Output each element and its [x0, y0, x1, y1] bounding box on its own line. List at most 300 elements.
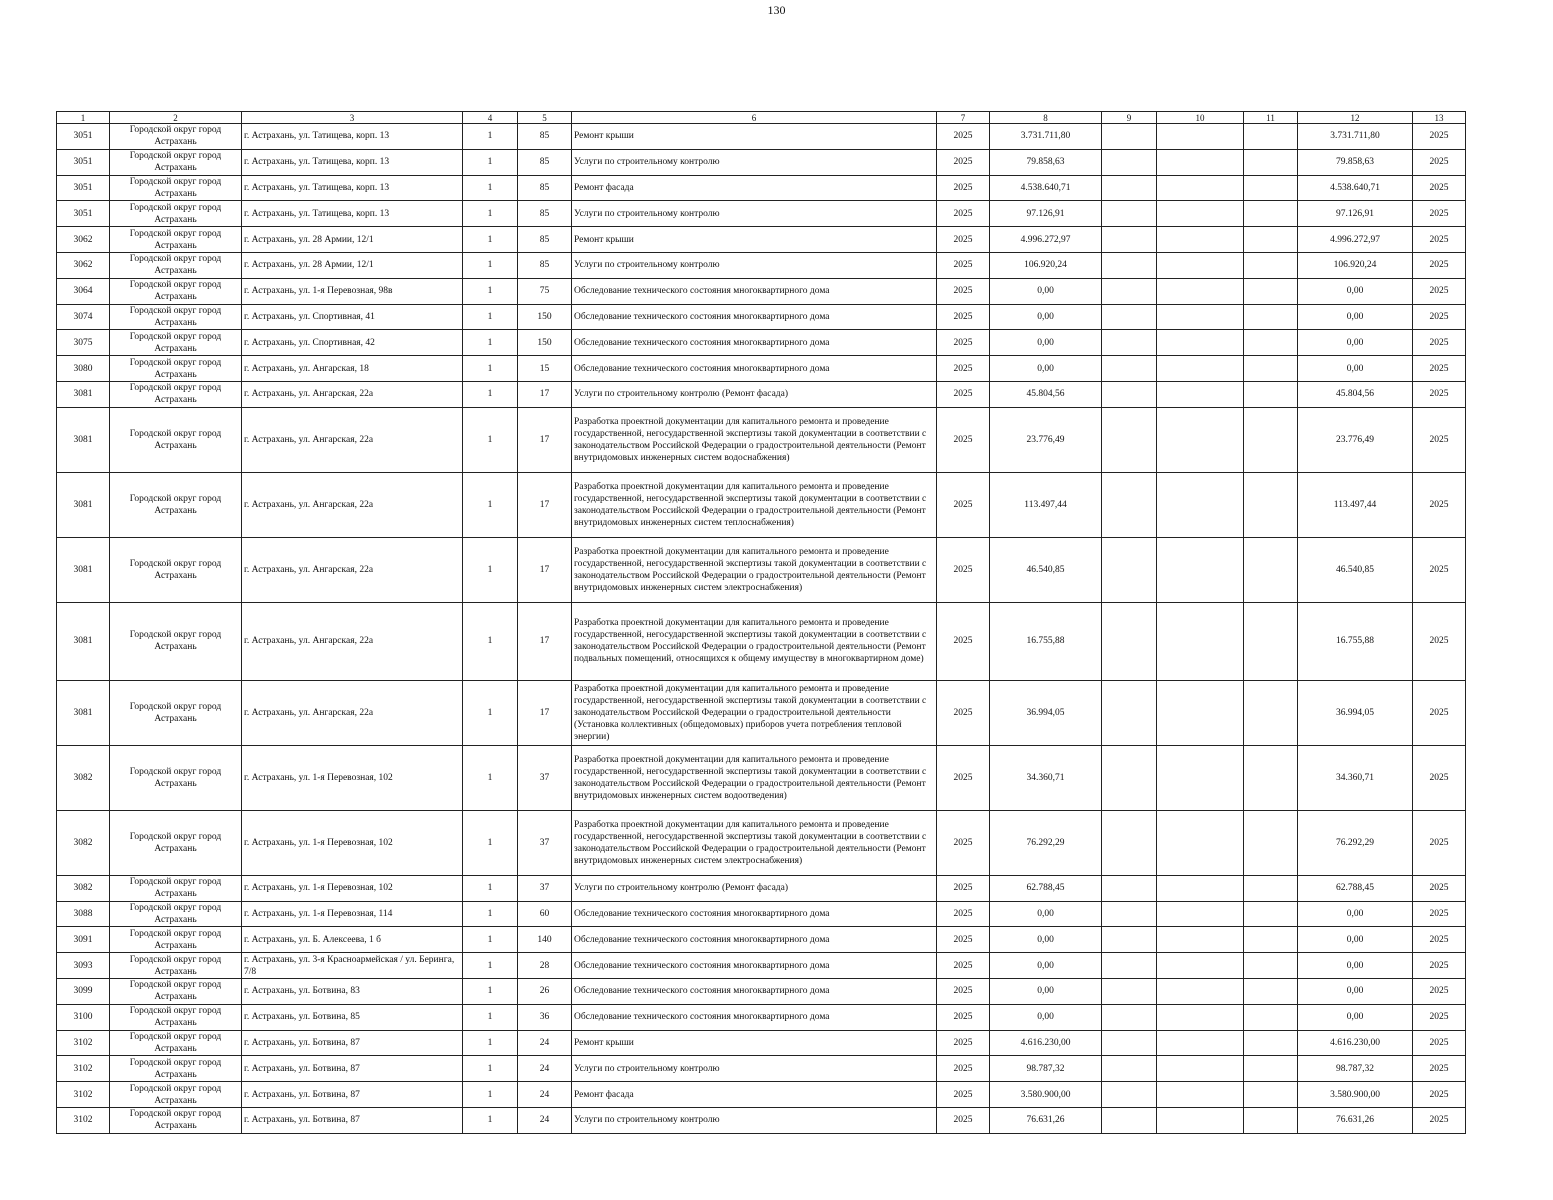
address-cell: г. Астрахань, ул. Ангарская, 22а: [242, 537, 463, 602]
table-row: [57, 901, 1466, 927]
count-cell: 1: [463, 227, 518, 253]
apartments-cell: 24: [518, 1030, 572, 1056]
col10-cell: [1157, 472, 1244, 537]
table-row: [57, 227, 1466, 253]
table-row: [57, 304, 1466, 330]
year-cell: 2025: [937, 1107, 990, 1133]
municipality-cell: Городской округ город Астрахань: [110, 1082, 242, 1108]
table-row: [57, 1082, 1466, 1108]
column-header: 2: [110, 112, 242, 124]
year-cell: 2025: [937, 537, 990, 602]
col11-cell: [1244, 175, 1298, 201]
col9-cell: [1102, 875, 1157, 901]
col9-cell: [1102, 978, 1157, 1004]
work-type-cell: Обследование технического состояния многоквартирного дома: [572, 330, 937, 356]
col11-cell: [1244, 407, 1298, 472]
repair-register-table: [56, 111, 1466, 1134]
table-row: [57, 201, 1466, 227]
row-number-cell: 3093: [57, 953, 110, 979]
col11-cell: [1244, 745, 1298, 810]
end-year-cell: 2025: [1413, 472, 1466, 537]
work-type-cell: Обследование технического состояния многоквартирного дома: [572, 278, 937, 304]
municipality-cell: Городской округ город Астрахань: [110, 278, 242, 304]
end-year-cell: 2025: [1413, 407, 1466, 472]
total-cost-cell: 0,00: [1298, 927, 1413, 953]
table-row: [57, 175, 1466, 201]
col10-cell: [1157, 124, 1244, 150]
cost-cell: 0,00: [990, 356, 1102, 382]
row-number-cell: 3051: [57, 124, 110, 150]
year-cell: 2025: [937, 252, 990, 278]
cost-cell: 3.731.711,80: [990, 124, 1102, 150]
end-year-cell: 2025: [1413, 124, 1466, 150]
year-cell: 2025: [937, 927, 990, 953]
cost-cell: 23.776,49: [990, 407, 1102, 472]
col10-cell: [1157, 381, 1244, 407]
count-cell: 1: [463, 252, 518, 278]
count-cell: 1: [463, 1082, 518, 1108]
total-cost-cell: 0,00: [1298, 901, 1413, 927]
apartments-cell: 24: [518, 1107, 572, 1133]
column-header: 1: [57, 112, 110, 124]
count-cell: 1: [463, 278, 518, 304]
municipality-cell: Городской округ город Астрахань: [110, 978, 242, 1004]
address-cell: г. Астрахань, ул. Ангарская, 22а: [242, 602, 463, 680]
year-cell: 2025: [937, 304, 990, 330]
apartments-cell: 150: [518, 330, 572, 356]
municipality-cell: Городской округ город Астрахань: [110, 901, 242, 927]
apartments-cell: 36: [518, 1004, 572, 1030]
address-cell: г. Астрахань, ул. 28 Армии, 12/1: [242, 227, 463, 253]
total-cost-cell: 45.804,56: [1298, 381, 1413, 407]
row-number-cell: 3102: [57, 1056, 110, 1082]
address-cell: г. Астрахань, ул. Ботвина, 83: [242, 978, 463, 1004]
municipality-cell: Городской округ город Астрахань: [110, 1107, 242, 1133]
row-number-cell: 3081: [57, 472, 110, 537]
col11-cell: [1244, 810, 1298, 875]
total-cost-cell: 0,00: [1298, 953, 1413, 979]
table-row: [57, 680, 1466, 745]
work-type-cell: Разработка проектной документации для капитального ремонта и проведение государственной, негосударственной экспертизы такой документации в соответствии с законодательством Российской Федерации о градостроительной деятельности (Ремонт подвальных помещений, относящихся к общему имуществу в многоквартирном доме): [572, 602, 937, 680]
count-cell: 1: [463, 1030, 518, 1056]
row-number-cell: 3051: [57, 201, 110, 227]
col11-cell: [1244, 1056, 1298, 1082]
table-row: [57, 1056, 1466, 1082]
cost-cell: 113.497,44: [990, 472, 1102, 537]
col11-cell: [1244, 602, 1298, 680]
col9-cell: [1102, 810, 1157, 875]
count-cell: 1: [463, 875, 518, 901]
cost-cell: 36.994,05: [990, 680, 1102, 745]
cost-cell: 98.787,32: [990, 1056, 1102, 1082]
apartments-cell: 37: [518, 745, 572, 810]
work-type-cell: Обследование технического состояния многоквартирного дома: [572, 356, 937, 382]
count-cell: 1: [463, 149, 518, 175]
apartments-cell: 37: [518, 875, 572, 901]
col10-cell: [1157, 356, 1244, 382]
col11-cell: [1244, 356, 1298, 382]
total-cost-cell: 4.996.272,97: [1298, 227, 1413, 253]
cost-cell: 0,00: [990, 927, 1102, 953]
cost-cell: 45.804,56: [990, 381, 1102, 407]
row-number-cell: 3102: [57, 1107, 110, 1133]
work-type-cell: Обследование технического состояния многоквартирного дома: [572, 927, 937, 953]
count-cell: 1: [463, 602, 518, 680]
col11-cell: [1244, 124, 1298, 150]
cost-cell: 34.360,71: [990, 745, 1102, 810]
year-cell: 2025: [937, 1056, 990, 1082]
address-cell: г. Астрахань, ул. Ботвина, 87: [242, 1082, 463, 1108]
municipality-cell: Городской округ город Астрахань: [110, 745, 242, 810]
apartments-cell: 15: [518, 356, 572, 382]
total-cost-cell: 23.776,49: [1298, 407, 1413, 472]
col9-cell: [1102, 407, 1157, 472]
year-cell: 2025: [937, 810, 990, 875]
municipality-cell: Городской округ город Астрахань: [110, 149, 242, 175]
apartments-cell: 17: [518, 602, 572, 680]
year-cell: 2025: [937, 1082, 990, 1108]
col11-cell: [1244, 953, 1298, 979]
col10-cell: [1157, 227, 1244, 253]
col11-cell: [1244, 472, 1298, 537]
row-number-cell: 3100: [57, 1004, 110, 1030]
municipality-cell: Городской округ город Астрахань: [110, 537, 242, 602]
col9-cell: [1102, 381, 1157, 407]
col11-cell: [1244, 537, 1298, 602]
municipality-cell: Городской округ город Астрахань: [110, 201, 242, 227]
apartments-cell: 28: [518, 953, 572, 979]
municipality-cell: Городской округ город Астрахань: [110, 1056, 242, 1082]
work-type-cell: Обследование технического состояния многоквартирного дома: [572, 953, 937, 979]
col10-cell: [1157, 537, 1244, 602]
col10-cell: [1157, 1030, 1244, 1056]
col10-cell: [1157, 927, 1244, 953]
col10-cell: [1157, 978, 1244, 1004]
work-type-cell: Услуги по строительному контролю: [572, 252, 937, 278]
col10-cell: [1157, 252, 1244, 278]
address-cell: г. Астрахань, ул. 1-я Перевозная, 102: [242, 810, 463, 875]
work-type-cell: Разработка проектной документации для капитального ремонта и проведение государственной, негосударственной экспертизы такой документации в соответствии с законодательством Российской Федерации о градостроительной деятельности (Ремонт внутридомовых инженерных систем электроснабжения): [572, 810, 937, 875]
column-header: 3: [242, 112, 463, 124]
year-cell: 2025: [937, 953, 990, 979]
table-row: [57, 356, 1466, 382]
table-row: [57, 1107, 1466, 1133]
work-type-cell: Ремонт фасада: [572, 175, 937, 201]
total-cost-cell: 4.616.230,00: [1298, 1030, 1413, 1056]
end-year-cell: 2025: [1413, 149, 1466, 175]
col11-cell: [1244, 1082, 1298, 1108]
apartments-cell: 24: [518, 1082, 572, 1108]
total-cost-cell: 113.497,44: [1298, 472, 1413, 537]
table-row: [57, 537, 1466, 602]
col11-cell: [1244, 278, 1298, 304]
table-row: [57, 124, 1466, 150]
column-header: 8: [990, 112, 1102, 124]
end-year-cell: 2025: [1413, 304, 1466, 330]
year-cell: 2025: [937, 330, 990, 356]
year-cell: 2025: [937, 745, 990, 810]
municipality-cell: Городской округ город Астрахань: [110, 1004, 242, 1030]
col10-cell: [1157, 1056, 1244, 1082]
end-year-cell: 2025: [1413, 330, 1466, 356]
col11-cell: [1244, 381, 1298, 407]
count-cell: 1: [463, 978, 518, 1004]
end-year-cell: 2025: [1413, 875, 1466, 901]
col10-cell: [1157, 875, 1244, 901]
municipality-cell: Городской округ город Астрахань: [110, 875, 242, 901]
work-type-cell: Ремонт крыши: [572, 227, 937, 253]
total-cost-cell: 34.360,71: [1298, 745, 1413, 810]
total-cost-cell: 0,00: [1298, 978, 1413, 1004]
count-cell: 1: [463, 901, 518, 927]
work-type-cell: Услуги по строительному контролю: [572, 1056, 937, 1082]
address-cell: г. Астрахань, ул. 1-я Перевозная, 98в: [242, 278, 463, 304]
column-header: 11: [1244, 112, 1298, 124]
count-cell: 1: [463, 356, 518, 382]
work-type-cell: Обследование технического состояния многоквартирного дома: [572, 304, 937, 330]
col10-cell: [1157, 278, 1244, 304]
row-number-cell: 3062: [57, 252, 110, 278]
col9-cell: [1102, 278, 1157, 304]
apartments-cell: 17: [518, 472, 572, 537]
apartments-cell: 24: [518, 1056, 572, 1082]
work-type-cell: Ремонт крыши: [572, 1030, 937, 1056]
col9-cell: [1102, 1004, 1157, 1030]
col10-cell: [1157, 901, 1244, 927]
municipality-cell: Городской округ город Астрахань: [110, 304, 242, 330]
row-number-cell: 3102: [57, 1030, 110, 1056]
total-cost-cell: 0,00: [1298, 330, 1413, 356]
row-number-cell: 3074: [57, 304, 110, 330]
count-cell: 1: [463, 407, 518, 472]
col10-cell: [1157, 810, 1244, 875]
end-year-cell: 2025: [1413, 953, 1466, 979]
col10-cell: [1157, 953, 1244, 979]
municipality-cell: Городской округ город Астрахань: [110, 124, 242, 150]
total-cost-cell: 76.631,26: [1298, 1107, 1413, 1133]
cost-cell: 0,00: [990, 978, 1102, 1004]
address-cell: г. Астрахань, ул. 28 Армии, 12/1: [242, 252, 463, 278]
total-cost-cell: 0,00: [1298, 304, 1413, 330]
row-number-cell: 3081: [57, 602, 110, 680]
count-cell: 1: [463, 810, 518, 875]
apartments-cell: 140: [518, 927, 572, 953]
work-type-cell: Услуги по строительному контролю: [572, 201, 937, 227]
total-cost-cell: 79.858,63: [1298, 149, 1413, 175]
year-cell: 2025: [937, 227, 990, 253]
col9-cell: [1102, 175, 1157, 201]
col10-cell: [1157, 1082, 1244, 1108]
col9-cell: [1102, 330, 1157, 356]
col10-cell: [1157, 201, 1244, 227]
cost-cell: 3.580.900,00: [990, 1082, 1102, 1108]
municipality-cell: Городской округ город Астрахань: [110, 356, 242, 382]
count-cell: 1: [463, 745, 518, 810]
table-row: [57, 381, 1466, 407]
col11-cell: [1244, 1107, 1298, 1133]
cost-cell: 0,00: [990, 304, 1102, 330]
col10-cell: [1157, 149, 1244, 175]
cost-cell: 62.788,45: [990, 875, 1102, 901]
column-header: 12: [1298, 112, 1413, 124]
end-year-cell: 2025: [1413, 978, 1466, 1004]
end-year-cell: 2025: [1413, 175, 1466, 201]
row-number-cell: 3081: [57, 537, 110, 602]
col9-cell: [1102, 1082, 1157, 1108]
table-row: [57, 1030, 1466, 1056]
col10-cell: [1157, 304, 1244, 330]
col10-cell: [1157, 1004, 1244, 1030]
row-number-cell: 3082: [57, 745, 110, 810]
apartments-cell: 17: [518, 407, 572, 472]
year-cell: 2025: [937, 901, 990, 927]
row-number-cell: 3102: [57, 1082, 110, 1108]
col11-cell: [1244, 149, 1298, 175]
col10-cell: [1157, 1107, 1244, 1133]
work-type-cell: Разработка проектной документации для капитального ремонта и проведение государственной, негосударственной экспертизы такой документации в соответствии с законодательством Российской Федерации о градостроительной деятельности (Ремонт внутридомовых инженерных систем водоотведения): [572, 745, 937, 810]
municipality-cell: Городской округ город Астрахань: [110, 407, 242, 472]
table-body: [57, 112, 1466, 1134]
table-row: [57, 810, 1466, 875]
column-header: 4: [463, 112, 518, 124]
apartments-cell: 26: [518, 978, 572, 1004]
municipality-cell: Городской округ город Астрахань: [110, 1030, 242, 1056]
year-cell: 2025: [937, 149, 990, 175]
total-cost-cell: 0,00: [1298, 278, 1413, 304]
col11-cell: [1244, 227, 1298, 253]
table-row: [57, 745, 1466, 810]
table-row: [57, 602, 1466, 680]
work-type-cell: Услуги по строительному контролю: [572, 149, 937, 175]
end-year-cell: 2025: [1413, 1082, 1466, 1108]
year-cell: 2025: [937, 1004, 990, 1030]
cost-cell: 0,00: [990, 953, 1102, 979]
end-year-cell: 2025: [1413, 278, 1466, 304]
col10-cell: [1157, 175, 1244, 201]
row-number-cell: 3082: [57, 810, 110, 875]
count-cell: 1: [463, 953, 518, 979]
cost-cell: 46.540,85: [990, 537, 1102, 602]
apartments-cell: 85: [518, 201, 572, 227]
col11-cell: [1244, 680, 1298, 745]
address-cell: г. Астрахань, ул. 1-я Перевозная, 102: [242, 875, 463, 901]
apartments-cell: 37: [518, 810, 572, 875]
row-number-cell: 3064: [57, 278, 110, 304]
address-cell: г. Астрахань, ул. Ботвина, 87: [242, 1030, 463, 1056]
cost-cell: 76.292,29: [990, 810, 1102, 875]
end-year-cell: 2025: [1413, 381, 1466, 407]
year-cell: 2025: [937, 201, 990, 227]
row-number-cell: 3075: [57, 330, 110, 356]
cost-cell: 76.631,26: [990, 1107, 1102, 1133]
col11-cell: [1244, 875, 1298, 901]
total-cost-cell: 46.540,85: [1298, 537, 1413, 602]
col10-cell: [1157, 407, 1244, 472]
table-row: [57, 472, 1466, 537]
apartments-cell: 85: [518, 227, 572, 253]
address-cell: г. Астрахань, ул. Ботвина, 87: [242, 1107, 463, 1133]
count-cell: 1: [463, 201, 518, 227]
apartments-cell: 17: [518, 381, 572, 407]
municipality-cell: Городской округ город Астрахань: [110, 227, 242, 253]
count-cell: 1: [463, 472, 518, 537]
count-cell: 1: [463, 330, 518, 356]
row-number-cell: 3088: [57, 901, 110, 927]
address-cell: г. Астрахань, ул. Татищева, корп. 13: [242, 124, 463, 150]
column-header: 10: [1157, 112, 1244, 124]
col9-cell: [1102, 252, 1157, 278]
row-number-cell: 3051: [57, 149, 110, 175]
end-year-cell: 2025: [1413, 201, 1466, 227]
municipality-cell: Городской округ город Астрахань: [110, 472, 242, 537]
table-row: [57, 407, 1466, 472]
total-cost-cell: 97.126,91: [1298, 201, 1413, 227]
col11-cell: [1244, 201, 1298, 227]
end-year-cell: 2025: [1413, 227, 1466, 253]
address-cell: г. Астрахань, ул. Ангарская, 18: [242, 356, 463, 382]
municipality-cell: Городской округ город Астрахань: [110, 953, 242, 979]
end-year-cell: 2025: [1413, 602, 1466, 680]
municipality-cell: Городской округ город Астрахань: [110, 680, 242, 745]
address-cell: г. Астрахань, ул. 3-я Красноармейская / ул. Беринга, 7/8: [242, 953, 463, 979]
cost-cell: 0,00: [990, 1004, 1102, 1030]
total-cost-cell: 36.994,05: [1298, 680, 1413, 745]
col9-cell: [1102, 1030, 1157, 1056]
municipality-cell: Городской округ город Астрахань: [110, 252, 242, 278]
table-row: [57, 252, 1466, 278]
col10-cell: [1157, 330, 1244, 356]
end-year-cell: 2025: [1413, 356, 1466, 382]
apartments-cell: 17: [518, 680, 572, 745]
total-cost-cell: 3.580.900,00: [1298, 1082, 1413, 1108]
end-year-cell: 2025: [1413, 252, 1466, 278]
column-header: 13: [1413, 112, 1466, 124]
address-cell: г. Астрахань, ул. Ангарская, 22а: [242, 680, 463, 745]
col9-cell: [1102, 149, 1157, 175]
column-header: 5: [518, 112, 572, 124]
total-cost-cell: 106.920,24: [1298, 252, 1413, 278]
apartments-cell: 85: [518, 149, 572, 175]
cost-cell: 16.755,88: [990, 602, 1102, 680]
count-cell: 1: [463, 124, 518, 150]
row-number-cell: 3081: [57, 680, 110, 745]
work-type-cell: Услуги по строительному контролю (Ремонт фасада): [572, 381, 937, 407]
address-cell: г. Астрахань, ул. 1-я Перевозная, 102: [242, 745, 463, 810]
municipality-cell: Городской округ город Астрахань: [110, 602, 242, 680]
address-cell: г. Астрахань, ул. Ангарская, 22а: [242, 472, 463, 537]
work-type-cell: Обследование технического состояния многоквартирного дома: [572, 1004, 937, 1030]
col9-cell: [1102, 745, 1157, 810]
count-cell: 1: [463, 1107, 518, 1133]
col9-cell: [1102, 602, 1157, 680]
end-year-cell: 2025: [1413, 537, 1466, 602]
work-type-cell: Услуги по строительному контролю (Ремонт фасада): [572, 875, 937, 901]
col9-cell: [1102, 124, 1157, 150]
total-cost-cell: 0,00: [1298, 1004, 1413, 1030]
year-cell: 2025: [937, 356, 990, 382]
col9-cell: [1102, 927, 1157, 953]
apartments-cell: 60: [518, 901, 572, 927]
apartments-cell: 85: [518, 175, 572, 201]
cost-cell: 0,00: [990, 901, 1102, 927]
work-type-cell: Разработка проектной документации для капитального ремонта и проведение государственной, негосударственной экспертизы такой документации в соответствии с законодательством Российской Федерации о градостроительной деятельности (Ремонт внутридомовых инженерных систем электроснабжения): [572, 537, 937, 602]
count-cell: 1: [463, 175, 518, 201]
end-year-cell: 2025: [1413, 745, 1466, 810]
count-cell: 1: [463, 1004, 518, 1030]
count-cell: 1: [463, 304, 518, 330]
end-year-cell: 2025: [1413, 810, 1466, 875]
col10-cell: [1157, 602, 1244, 680]
